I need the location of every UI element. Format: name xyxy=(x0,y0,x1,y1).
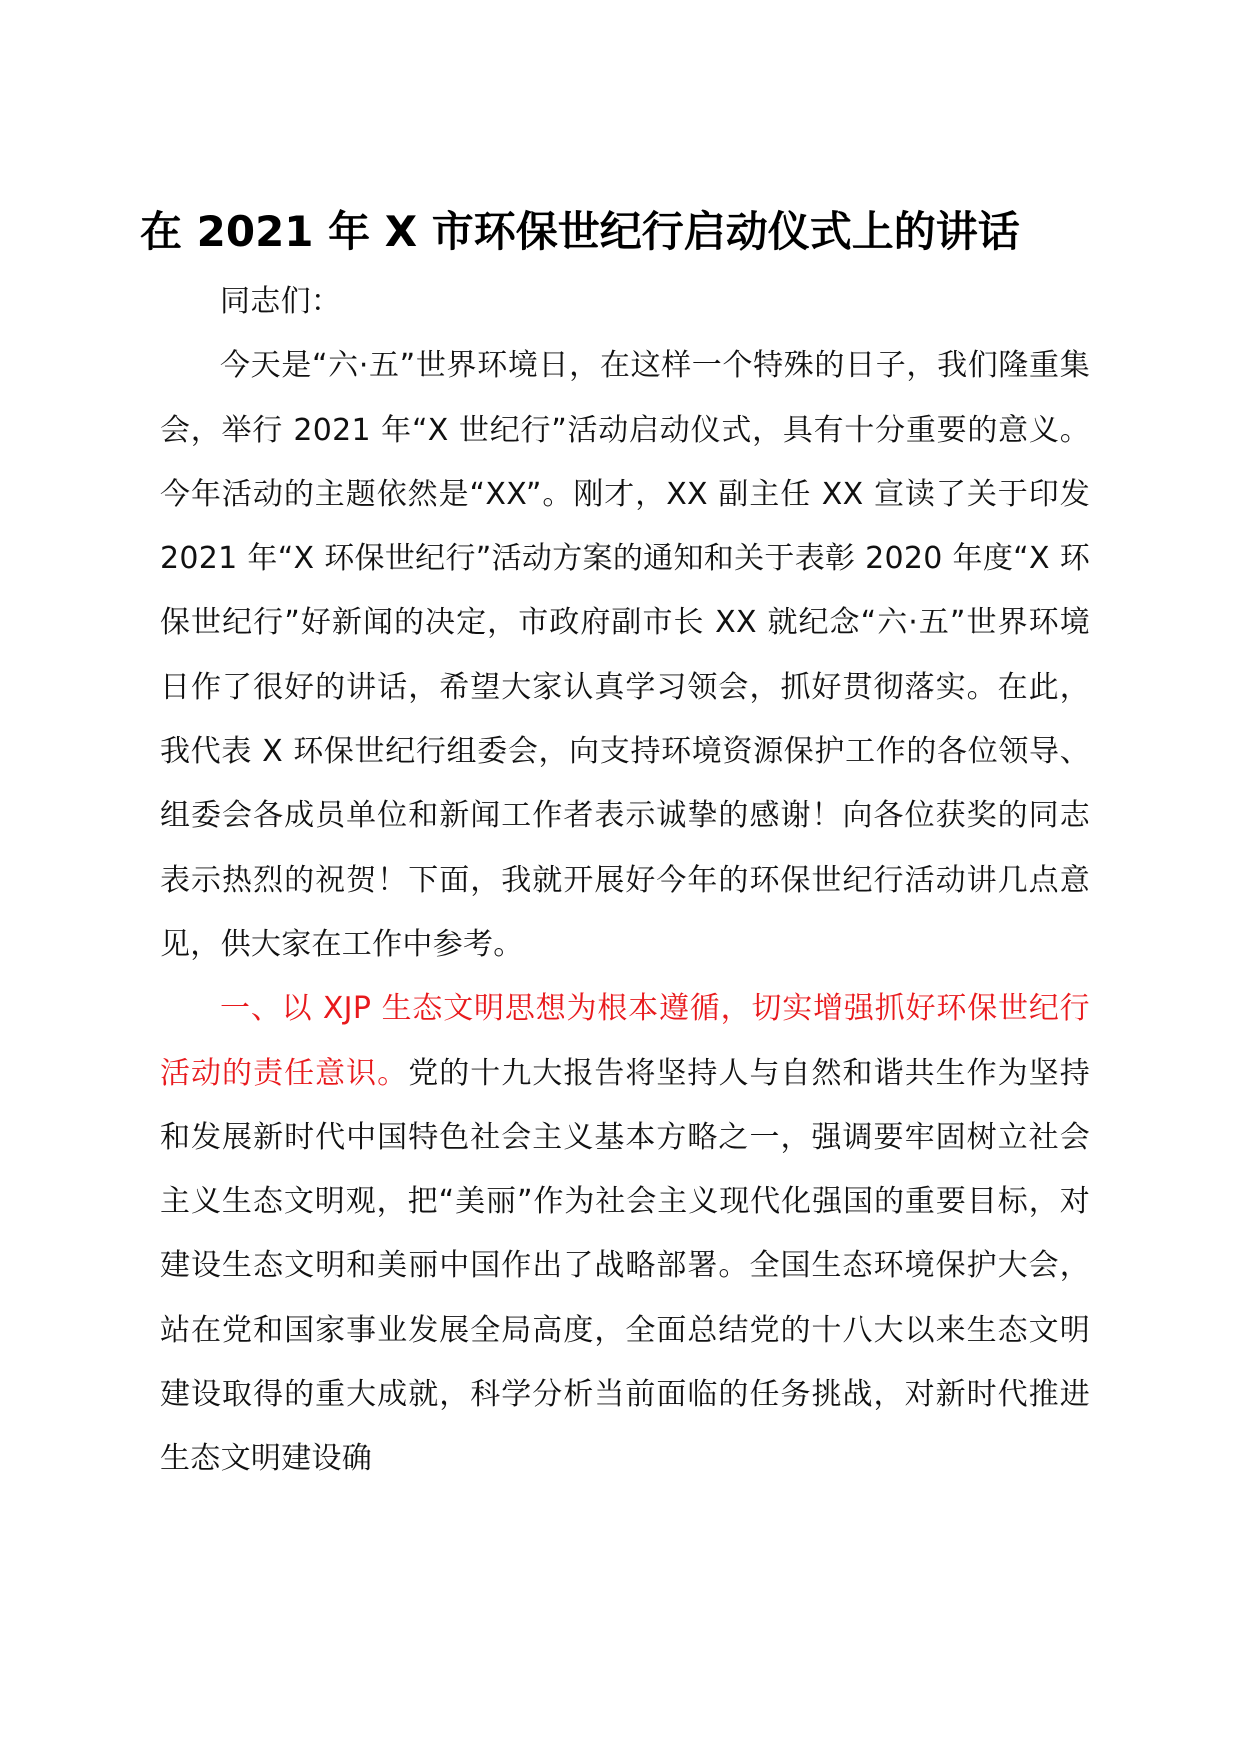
section-1-body: 党的十九大报告将坚持人与自然和谐共生作为坚持和发展新时代中国特色社会主义基本方略之一，强调要牢固树立社会主义生态文明观，把“美丽”作为社会主义现代化强国的重要目标，对建设生态文明和美丽中国作出了战略部署。全国生态环境保护大会，站在党和国家事业发展全局高度，全面总结党的十八大以来生态文明建设取得的重大成就，科学分析当前面临的任务挑战，对新时代推进生态文明建设确 xyxy=(160,1055,1090,1477)
document-body xyxy=(160,270,1090,1492)
section-1-heading: 一、以 XJP 生态文明思想为根本遵循，切实增强抓好环保世纪行活动的责任意识。 xyxy=(160,991,1090,1091)
section-1-paragraph xyxy=(160,977,1090,1491)
document-title: 在 2021 年 X 市环保世纪行启动仪式上的讲话 xyxy=(140,207,1020,256)
paragraph-opening: 今天是“六·五”世界环境日，在这样一个特殊的日子，我们隆重集会，举行 2021 年“X 世纪行”活动启动仪式，具有十分重要的意义。今年活动的主题依然是“XX”。刚才，XX 副主任 XX 宣读了关于印发 2021 年“X 环保世纪行”活动方案的通知和关于表彰 2020 年度“X 环保世纪行”好新闻的决定，市政府副市长 XX 就纪念“六·五”世界环境日作了很好的讲话，希望大家认真学习领会，抓好贯彻落实。在此，我代表 X 环保世纪行组委会，向支持环境资源保护工作的各位领导、组委会各成员单位和新闻工作者表示诚挚的感谢！向各位获奖的同志表示热烈的祝贺！下面，我就开展好今年的环保世纪行活动讲几点意见，供大家在工作中参考。 xyxy=(160,348,1090,962)
salutation: 同志们： xyxy=(220,284,342,319)
